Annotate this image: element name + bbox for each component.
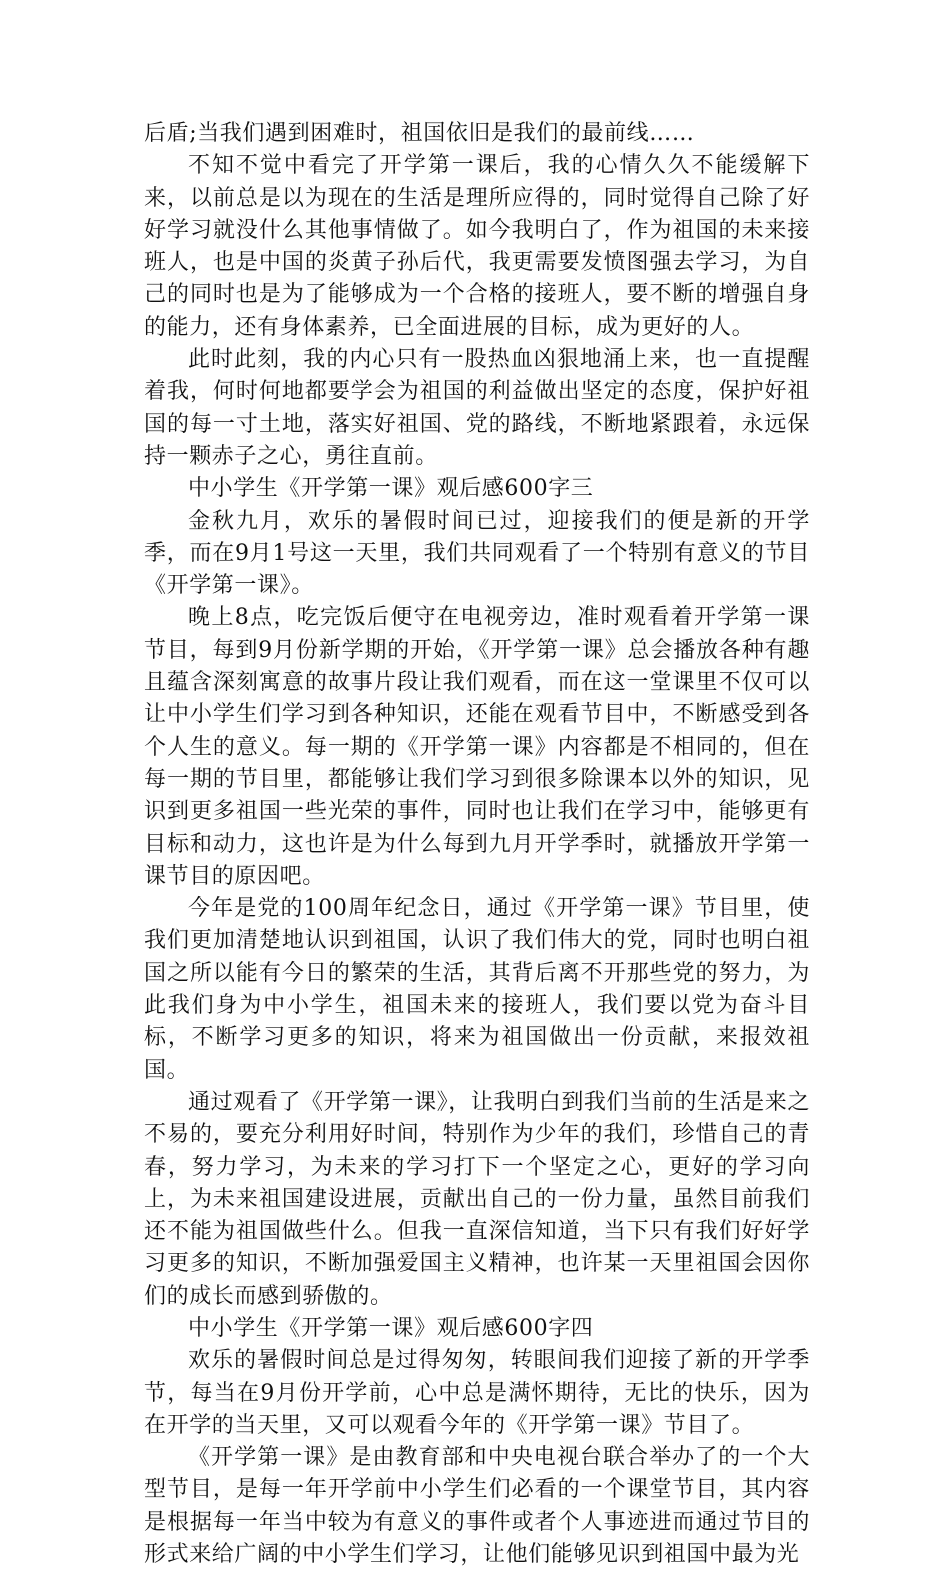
paragraph: 后盾;当我们遇到困难时，祖国依旧是我们的最前线…… <box>144 121 695 146</box>
document-page <box>144 118 810 1571</box>
paragraph: 欢乐的暑假时间总是过得匆匆，转眼间我们迎接了新的开学季节，每当在9月份开学前，心中总是满怀期待，无比的快乐，因为在开学的当天里，又可以观看今年的《开学第一课》节目了。 <box>144 1348 810 1438</box>
paragraph: 晚上8点，吃完饭后便守在电视旁边，准时观看着开学第一课节目，每到9月份新学期的开始，《开学第一课》总会播放各种有趣且蕴含深刻寓意的故事片段让我们观看，而在这一堂课里不仅可以让中小学生们学习到各种知识，还能在观看节目中，不断感受到各个人生的意义。每一期的《开学第一课》内容都是不相同的，但在每一期的节目里，都能够让我们学习到很多除课本以外的知识，见识到更多祖国一些光荣的事件，同时也让我们在学习中，能够更有目标和动力，这也许是为什么每到九月开学季时，就播放开学第一课节目的原因吧。 <box>144 605 810 889</box>
paragraph: 不知不觉中看完了开学第一课后，我的心情久久不能缓解下来，以前总是以为现在的生活是理所应得的，同时觉得自己除了好好学习就没什么其他事情做了。如今我明白了，作为祖国的未来接班人，也是中国的炎黄子孙后代，我更需要发愤图强去学习，为自己的同时也是为了能够成为一个合格的接班人，要不断的增强自身的能力，还有身体素养，已全面进展的目标，成为更好的人。 <box>144 153 810 340</box>
paragraph: 《开学第一课》是由教育部和中央电视台联合举办了的一个大型节目，是每一年开学前中小学生们必看的一个课堂节目，其内容是根据每一年当中较为有意义的事件或者个人事迹进而通过节目的形式来给广阔的中小学生们学习，让他们能够见识到祖国中最为光 <box>144 1445 810 1568</box>
section-heading: 中小学生《开学第一课》观后感600字四 <box>188 1315 594 1341</box>
paragraph: 此时此刻，我的内心只有一股热血凶狠地涌上来，也一直提醒着我，何时何地都要学会为祖国的利益做出坚定的态度，保护好祖国的每一寸土地，落实好祖国、党的路线，不断地紧跟着，永远保持一颗赤子之心，勇往直前。 <box>144 347 810 469</box>
section-heading: 中小学生《开学第一课》观后感600字三 <box>188 476 594 502</box>
paragraph: 今年是党的100周年纪念日，通过《开学第一课》节目里，使我们更加清楚地认识到祖国，认识了我们伟大的党，同时也明白祖国之所以能有今日的繁荣的生活，其背后离不开那些党的努力，为此我们身为中小学生，祖国未来的接班人，我们要以党为奋斗目标，不断学习更多的知识，将来为祖国做出一份贡献，来报效祖国。 <box>144 896 810 1083</box>
paragraph: 通过观看了《开学第一课》，让我明白到我们当前的生活是来之不易的，要充分利用好时间，特别作为少年的我们，珍惜自己的青春，努力学习，为未来的学习打下一个坚定之心，更好的学习向上，为未来祖国建设进展，贡献出自己的一份力量，虽然目前我们还不能为祖国做些什么。但我一直深信知道，当下只有我们好好学习更多的知识，不断加强爱国主义精神，也许某一天里祖国会因你们的成长而感到骄傲的。 <box>144 1089 810 1309</box>
paragraph: 金秋九月，欢乐的暑假时间已过，迎接我们的便是新的开学季，而在9月1号这一天里，我们共同观看了一个特别有意义的节目《开学第一课》。 <box>144 508 810 599</box>
